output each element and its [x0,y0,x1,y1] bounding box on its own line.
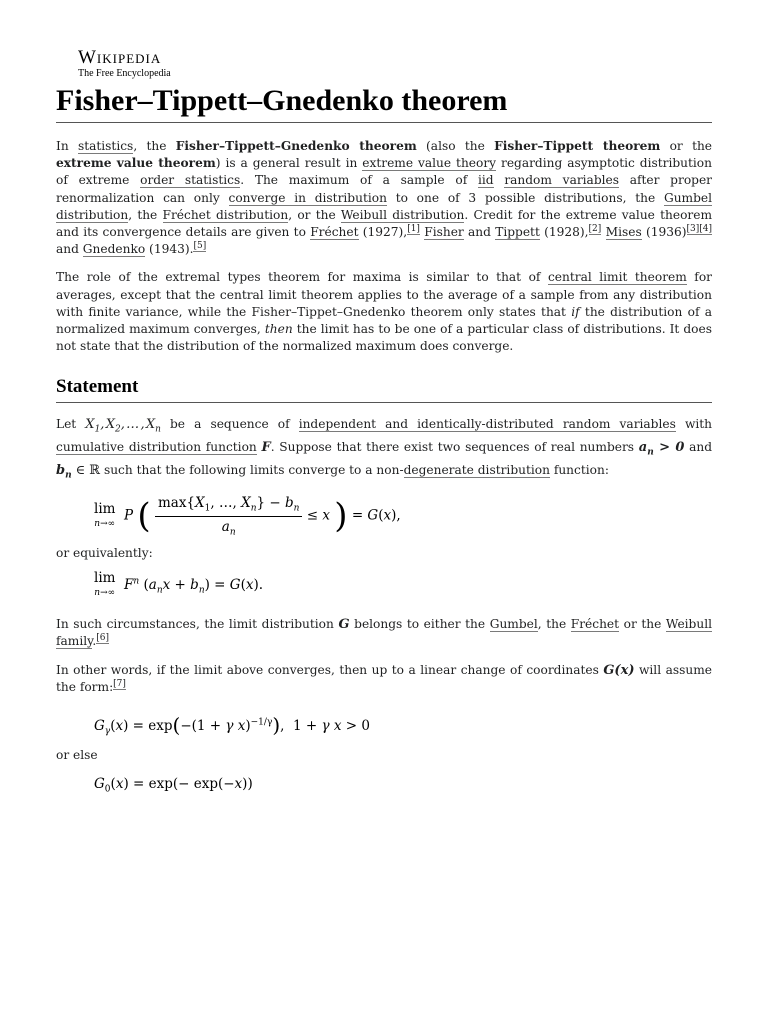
text: (1927), [358,225,408,240]
text: function: [549,463,609,478]
text: the distribution of a normalized maximum converges, [56,304,712,337]
wikipedia-logo[interactable] [78,48,712,79]
reference-1[interactable]: [1] [407,224,420,235]
link-order-statistics[interactable]: order statistics [140,173,241,188]
link-random-variables[interactable]: random variables [504,173,619,188]
link-mises[interactable]: Mises [605,225,642,240]
link-gumbel-distribution[interactable]: Gumbel distribution [56,190,713,222]
text: , or the [288,207,341,222]
link-central-limit-theorem[interactable]: central limit theorem [547,270,687,285]
math-in-reals: ∈ ℝ [75,463,101,479]
italic-then: then [264,322,293,337]
text: , the [537,616,571,631]
link-family[interactable]: family [56,634,93,649]
italic-if: if [571,304,580,319]
or-else-text: or else [56,747,98,762]
text: for averages, except that the central limit theorem applies to the average of a sample from any distribution with finite variance, while the Fisher–Tippet–Gnedenko theorem only states that [56,270,712,319]
other-words-paragraph [56,662,712,696]
text: , the [128,207,163,222]
link-iid-random-variables[interactable]: independent and identically-distributed random variables [298,417,676,432]
link-extreme-value-theory[interactable]: extreme value theory [362,156,497,171]
text: after proper renormalization can only [56,173,712,205]
bold-term: Fisher–Tippett theorem [494,139,661,153]
brand-tagline: The Free Encyclopedia [78,68,171,79]
article [56,48,712,800]
text: (1936) [641,225,687,240]
text [601,225,605,239]
formula-limit: lim n→∞ P ( $\frac{\max\{X_1, \dots, X_n\} - b_n}{a_n}$ ≤ x ) = G(x), [94,494,401,538]
text: the limit has to be one of a particular class of distributions. It does not state that the distribution of the normalized maximum does converge. [56,322,712,354]
math-Gx: G(x) [603,663,635,679]
text: be a sequence of [160,417,299,432]
text: . [92,634,97,649]
bold-term: extreme value theorem [56,156,216,171]
text: (1943). [145,242,194,257]
statement-paragraph [56,416,712,484]
link-gnedenko[interactable]: Gnedenko [82,242,146,257]
paren-left: ( [137,496,151,537]
lim-operator: lim n→∞ [94,500,116,530]
text: . The maximum of a sample of [240,173,478,188]
text: with [675,417,713,432]
section-heading-statement: Statement [56,375,712,403]
link-fisher[interactable]: Fisher [424,225,464,240]
text: will assume the form: [56,663,712,695]
text: The role of the extremal types theorem for maxima is similar to that of [56,270,548,285]
text: (also the [416,139,495,153]
bold-term: Fisher–Tippett–Gnedenko theorem [175,139,417,153]
link-frechet[interactable]: Fréchet [570,616,620,631]
link-gumbel[interactable]: Gumbel [489,616,538,631]
reference-4[interactable]: [4] [699,224,713,235]
text: and [684,440,712,455]
link-weibull-distribution[interactable]: Weibull distribution [340,207,465,222]
text: and [56,242,83,257]
link-weibull[interactable]: Weibull [665,616,712,631]
reference-2[interactable]: [2] [588,224,602,235]
link-statistics[interactable]: statistics [77,139,134,153]
math-bn: $b_n$ [56,463,72,481]
link-tippett[interactable]: Tippett [495,225,540,240]
text: regarding asymptotic distribution of extreme [56,156,712,188]
text: In other words, if the limit above converges, then up to a linear change of coordinates [56,663,604,678]
reference-3[interactable]: [3] [686,224,700,235]
reference-6[interactable]: [6] [96,633,110,644]
text: belongs to either the [349,616,490,631]
fraction: $\frac{\max\{X_1, \dots, X_n\} - b_n}{a_n}$ [155,495,302,537]
formula-gamma: $G_\gamma(x) = \exp(-(1 + \gamma$ x)$^{-1/\gamma}$), 1 + γ x > 0 [94,712,370,737]
text: or the [619,616,666,631]
reference-7[interactable]: [7] [113,679,126,690]
text: or the [660,139,713,153]
text: (1928), [539,225,589,240]
equivalently-text: or equivalently: [56,545,153,560]
intro-paragraph [56,138,712,258]
math-sequence: $X_1$, $X_2$, … , $X_n$ [85,417,161,436]
circumstances-paragraph [56,616,712,650]
text: ) is a general result in [215,156,363,171]
text [494,173,505,187]
lim-operator: lim n→∞ [94,569,116,599]
math-G: G [338,616,350,632]
link-frechet[interactable]: Fréchet [310,225,359,240]
math-F: F [261,440,271,456]
page-title: Fisher–Tippett–Gnedenko theorem [56,83,712,123]
text: . Suppose that there exist two sequences of real numbers [270,440,639,455]
text: , the [133,139,176,153]
paren-right: ) [334,496,348,537]
formula-gumbel: $G_0(x) = \exp(- \exp(-x))$ [94,775,253,795]
text: such that the following limits converge to a non- [100,463,404,478]
text: and [463,225,496,240]
link-frechet-distribution[interactable]: Fréchet distribution [162,207,289,222]
math-an: $a_n > 0$ [638,440,685,458]
text: In [56,139,78,153]
link-iid[interactable]: iid [477,173,494,188]
reference-5[interactable]: [5] [193,241,207,252]
link-converge-in-distribution[interactable]: converge in distribution [228,190,387,205]
formula-equivalent: lim n→∞ $F^n$ $(a_nx + b_n) = G(x)$. [94,569,264,599]
text: In such circumstances, the limit distribution [56,616,339,631]
link-degenerate-distribution[interactable]: degenerate distribution [403,463,550,478]
link-cumulative-distribution-function[interactable]: cumulative distribution function [56,440,257,455]
brand-name: Wikipedia [78,47,162,68]
text: to one of 3 possible distributions, the [386,190,664,205]
text: Let [56,417,86,432]
text: . Credit for the extreme value theorem and its convergence details are given to [56,207,713,240]
role-paragraph [56,269,712,355]
